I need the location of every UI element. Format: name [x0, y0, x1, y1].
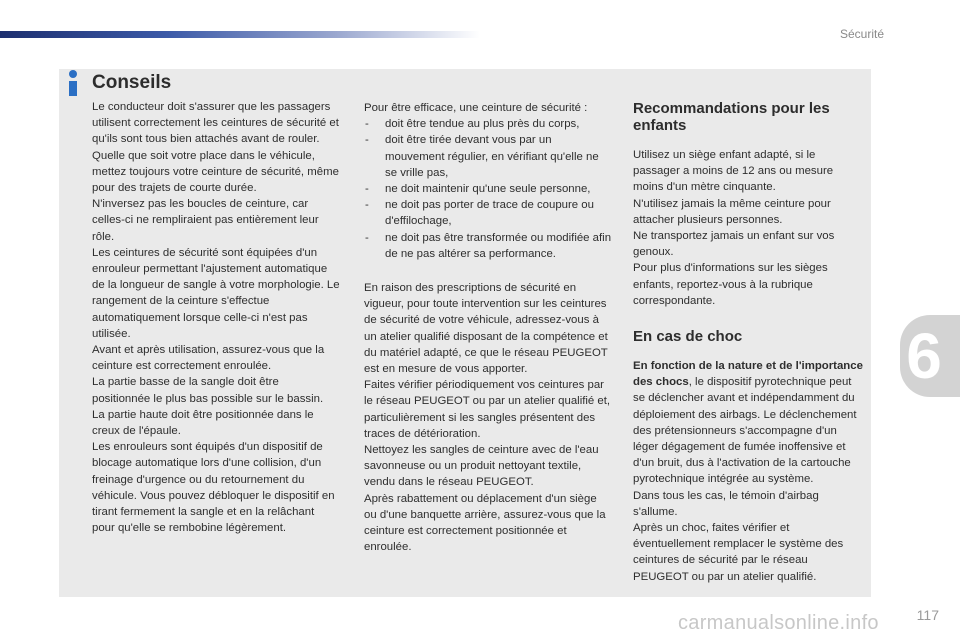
paragraph: Après rabattement ou déplacement d'un siège ou d'une banquette arrière, assurez-vous que la ceinture est correctement positionnée et enroulée.	[364, 492, 606, 554]
list-item: - ne doit maintenir qu'une seule personne,	[364, 181, 612, 197]
watermark: carmanualsonline.info	[678, 612, 879, 634]
paragraph: N'inversez pas les boucles de ceinture, car celles-ci ne rempliraient pas entièrement leur rôle.	[92, 198, 319, 243]
list-item: - doit être tirée devant vous par un mouvement régulier, en vérifiant qu'elle ne se vrille pas,	[365, 134, 599, 179]
crash-heading: En cas de choc	[633, 328, 743, 346]
children-heading: Recommandations pour les enfants	[633, 100, 830, 134]
column-left	[92, 99, 340, 536]
paragraph: Le conducteur doit s'assurer que les passagers utilisent correctement les ceintures de sécurité et qu'ils sont tous bien attachés avant de rouler.	[92, 101, 339, 146]
dash-marker: -	[365, 118, 369, 131]
dash-marker: -	[365, 183, 369, 196]
column-middle	[364, 100, 612, 555]
section-title: Sécurité	[839, 27, 884, 41]
paragraph: Ne transportez jamais un enfant sur vos genoux.	[633, 230, 835, 259]
paragraph: Pour plus d'informations sur les sièges enfants, reportez-vous à la rubrique correspondante.	[633, 262, 828, 307]
paragraph: Les ceintures de sécurité sont équipées d'un enrouleur permettant l'ajustement automatique de la longueur de sangle à votre morphologie. Le rangement de la ceinture s'effectue automatiquement lorsque celle-ci n'est pas utilisée.	[92, 246, 340, 340]
paragraph: Faites vérifier périodiquement vos ceintures par le réseau PEUGEOT ou par un atelier qualifié et, particulièrement si les sangles présentent des traces de détérioration.	[364, 379, 611, 440]
page-number: 117	[916, 607, 939, 623]
paragraph: N'utilisez jamais la même ceinture pour attacher plusieurs personnes.	[633, 197, 831, 226]
paragraph: La partie basse de la sangle doit être positionnée le plus bas possible sur le bassin.	[92, 376, 324, 405]
paragraph: Dans tous les cas, le témoin d'airbag s'allume.	[633, 489, 819, 518]
paragraph: En raison des prescriptions de sécurité en vigueur, pour toute intervention sur les ceintures de sécurité de votre véhicule, adressez-vous à un atelier qualifié disposant de la compétence et du matériel adapté, ce que le réseau PEUGEOT est en mesure de vous apporter.	[364, 282, 608, 376]
panel-title: Conseils	[92, 72, 172, 93]
dash-marker: -	[365, 134, 369, 147]
paragraph: Avant et après utilisation, assurez-vous que la ceinture est correctement enroulée.	[92, 344, 325, 373]
list-intro: Pour être efficace, une ceinture de sécurité :	[364, 102, 588, 114]
header-accent-bar	[0, 31, 480, 38]
paragraph: En fonction de la nature et de l'importance des chocs, le dispositif pyrotechnique peut se déclencher avant et indépendamment du déploiement des airbags. Le déclenchement des prétensionneurs s'accompagne d'un léger dégagement de fumée inoffensive et d'un bruit, dus à l'activation de la cartouche pyrotechnique intégrée au système.	[633, 360, 863, 486]
chapter-tab	[900, 315, 960, 397]
column-right	[633, 100, 865, 585]
chapter-number: 6	[906, 320, 942, 392]
paragraph: Nettoyez les sangles de ceinture avec de l'eau savonneuse ou un produit nettoyant textile, vendu dans le réseau PEUGEOT.	[364, 444, 599, 489]
requirements-list	[364, 116, 612, 262]
list-item: - ne doit pas être transformée ou modifiée afin de ne pas altérer sa performance.	[365, 231, 612, 260]
list-item: - doit être tendue au plus près du corps,	[364, 116, 612, 132]
dash-marker: -	[365, 199, 369, 212]
paragraph: Les enrouleurs sont équipés d'un dispositif de blocage automatique lors d'une collision, d'un freinage d'urgence ou du retournement du véhicule. Vous pouvez débloquer le dispositif en tirant fermement la sangle et en la relâchant pour qu'elle se rembobine légèrement.	[92, 441, 335, 535]
paragraph: Utilisez un siège enfant adapté, si le passager a moins de 12 ans ou mesure moins d'un mètre cinquante.	[633, 149, 834, 194]
paragraph: La partie haute doit être positionnée dans le creux de l'épaule.	[92, 408, 314, 438]
info-icon	[66, 70, 80, 96]
paragraph: Après un choc, faites vérifier et éventuellement remplacer le système des ceintures de sécurité par le réseau PEUGEOT ou par un atelier qualifié.	[633, 522, 844, 583]
dash-marker: -	[365, 231, 369, 244]
list-item: - ne doit pas porter de trace de coupure ou d'effilochage,	[365, 199, 594, 228]
bold-lead: En fonction de la nature et de l'importance des chocs	[633, 360, 863, 389]
paragraph: Quelle que soit votre place dans le véhicule, mettez toujours votre ceinture de sécurité, même pour des trajets de courte durée.	[92, 149, 339, 195]
